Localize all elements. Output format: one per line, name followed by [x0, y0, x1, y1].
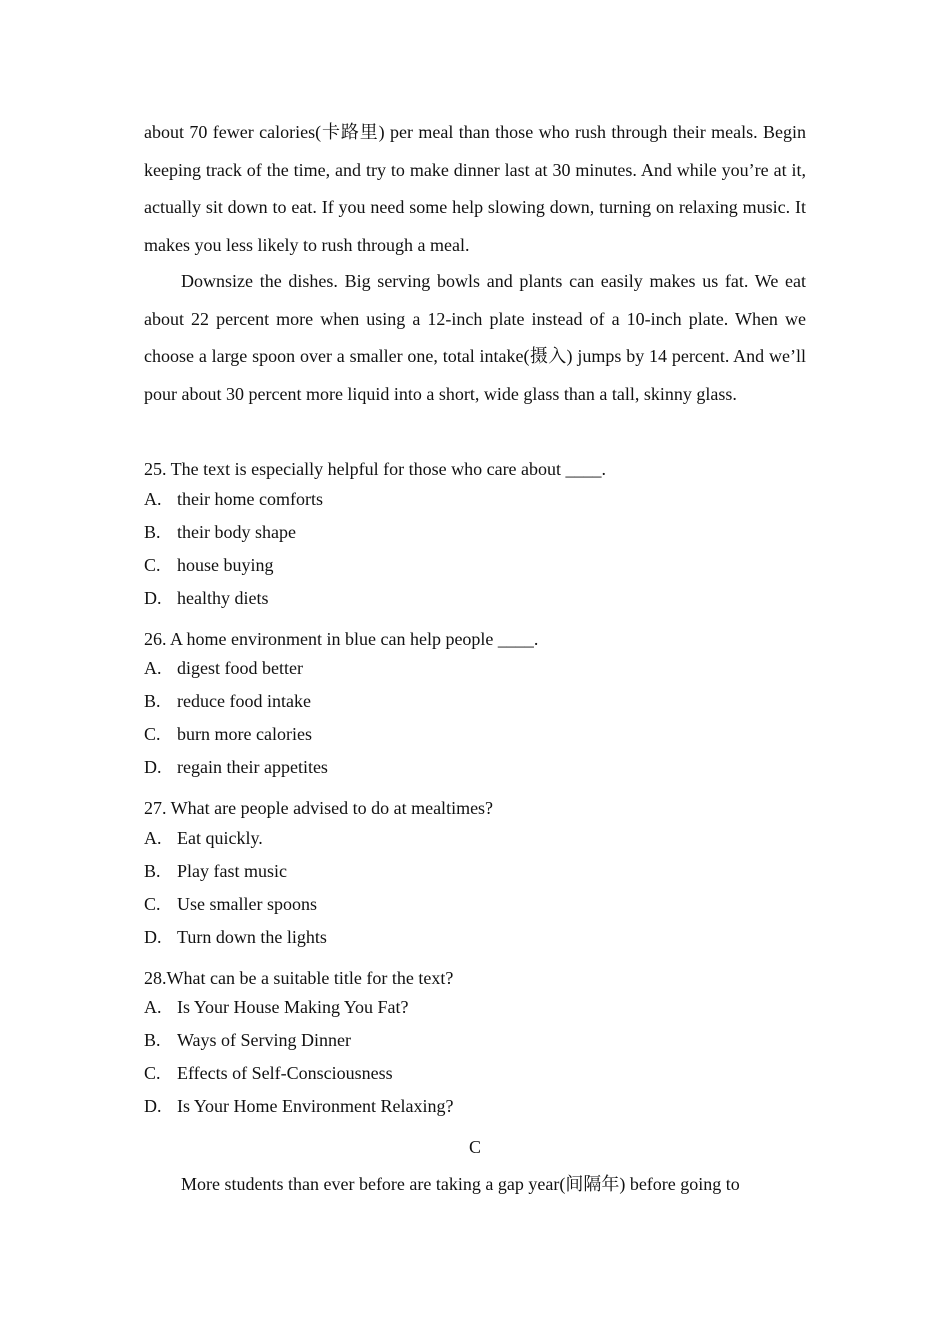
question-27-option-d[interactable]: D. Turn down the lights — [144, 927, 327, 947]
question-28-option-c[interactable]: C. Effects of Self-Consciousness — [144, 1063, 393, 1083]
question-28-option-b[interactable]: B. Ways of Serving Dinner — [144, 1030, 352, 1050]
question-25-option-d[interactable]: D. healthy diets — [144, 588, 269, 608]
question-28-option-d[interactable]: D. Is Your Home Environment Relaxing? — [144, 1096, 454, 1116]
question-26-option-d[interactable]: D. regain their appetites — [144, 757, 328, 777]
paragraph-eating-slowly: about 70 fewer calories(卡路里) per meal than those who rush through their meals. Begin keeping track of the time, and try to make dinner last at 30 minutes. And while you’re at it, actually sit down to eat. If you need some help slowing down, turning on relaxing music. It makes you less likely to rush through a meal. — [144, 122, 806, 255]
question-26-option-a[interactable]: A. digest food better — [144, 658, 303, 678]
question-25-stem: 25. The text is especially helpful for those who care about ____. — [144, 459, 607, 479]
question-27-stem: 27. What are people advised to do at mealtimes? — [144, 798, 494, 818]
question-25-option-a[interactable]: A. their home comforts — [144, 489, 323, 509]
question-27-option-c[interactable]: C. Use smaller spoons — [144, 894, 317, 914]
question-25-option-b[interactable]: B. their body shape — [144, 522, 296, 542]
question-26-option-c[interactable]: C. burn more calories — [144, 724, 312, 744]
question-27-option-b[interactable]: B. Play fast music — [144, 861, 287, 881]
question-26-option-b[interactable]: B. reduce food intake — [144, 691, 311, 711]
paragraph-downsize-dishes: Downsize the dishes. Big serving bowls and plants can easily makes us fat. We eat about 22 percent more when using a 12-inch plate instead of a 10-inch plate. When we choose a large spoon over a smaller one, total intake(摄入) jumps by 14 percent. And we’ll pour about 30 percent more liquid into a short, wide glass than a tall, skinny glass. — [144, 271, 806, 404]
question-28-option-a[interactable]: A. Is Your House Making You Fat? — [144, 997, 409, 1017]
paragraph-gap-year-opening: More students than ever before are taking a gap year(间隔年) before going to — [181, 1174, 740, 1194]
section-heading: C — [468, 1137, 481, 1157]
question-27-option-a[interactable]: A. Eat quickly. — [144, 828, 263, 848]
question-26-stem: 26. A home environment in blue can help people ____. — [144, 629, 539, 649]
question-25-option-c[interactable]: C. house buying — [144, 555, 274, 575]
question-28-stem: 28.What can be a suitable title for the text? — [144, 968, 454, 988]
